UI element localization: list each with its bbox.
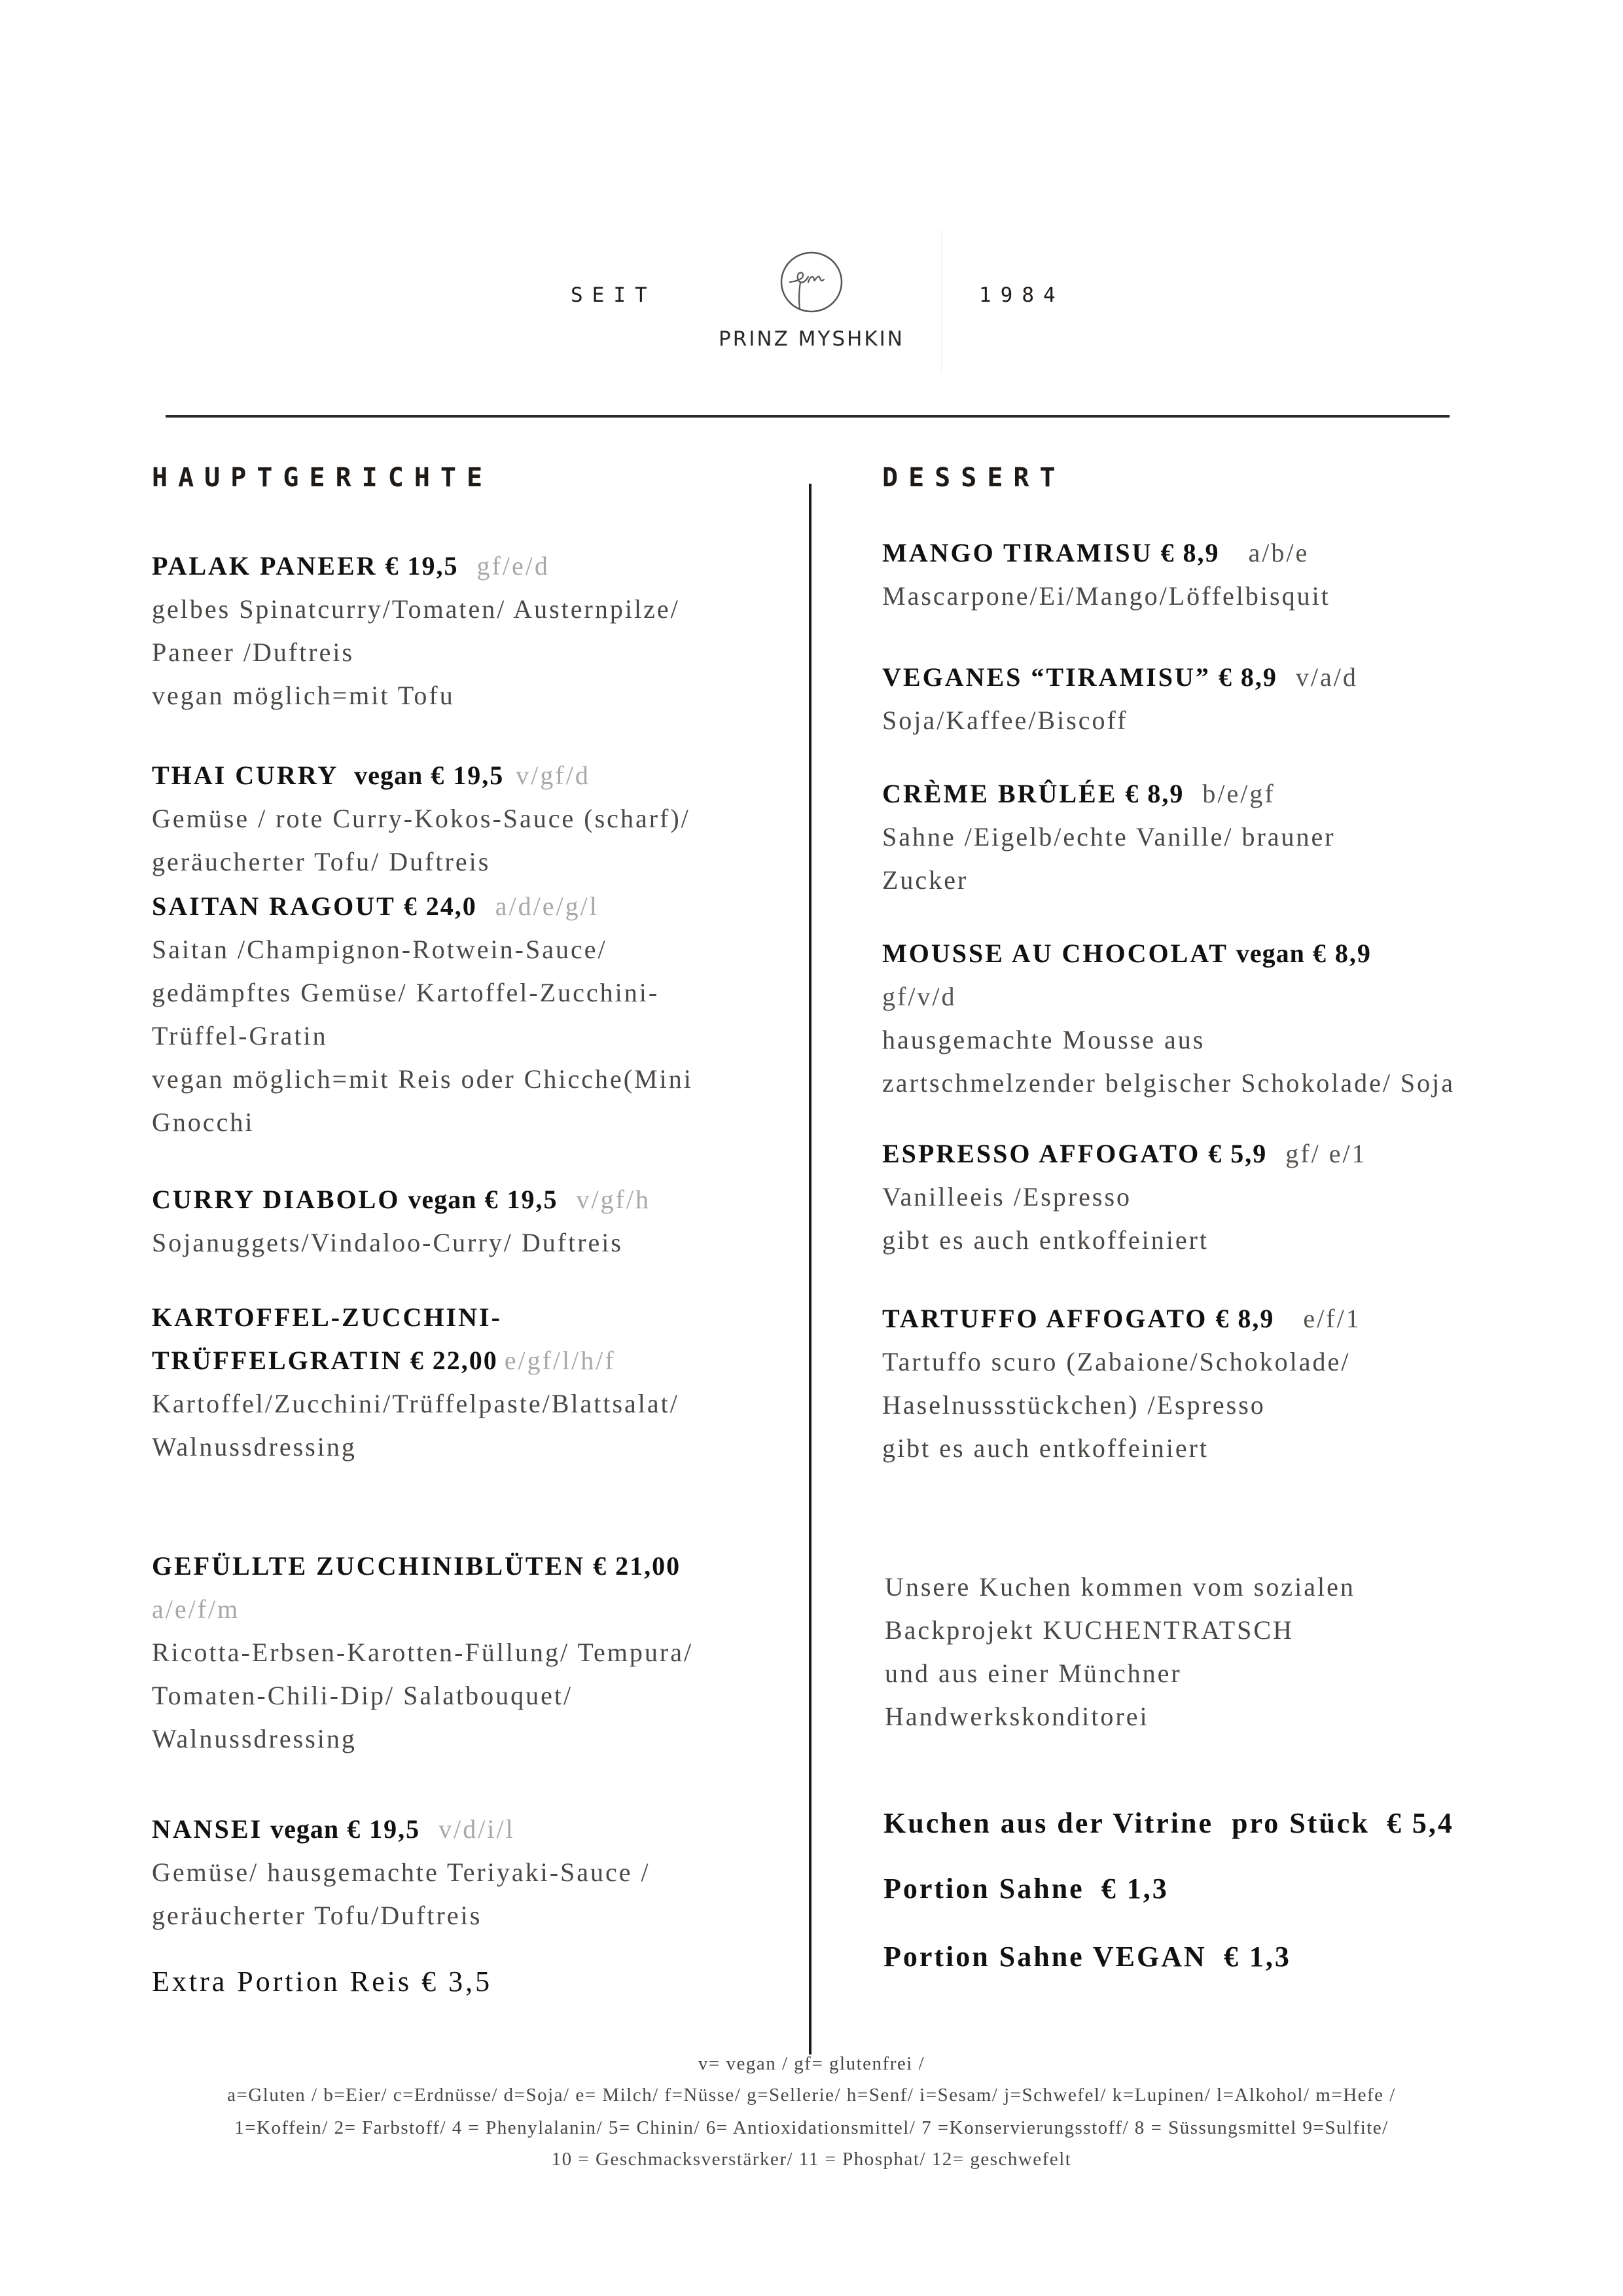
cake-item-label: Portion Sahne <box>883 1873 1084 1905</box>
dish-name: SAITAN RAGOUT <box>152 891 396 921</box>
dish-item <box>152 1545 780 1761</box>
cake-item <box>883 1940 1291 1973</box>
dessert-name: MOUSSE AU CHOCOLAT <box>882 939 1228 968</box>
dessert-price: € 5,9 <box>1208 1139 1268 1168</box>
dish-description: Tomaten-Chili-Dip/ Salatbouquet/ <box>152 1681 573 1710</box>
dessert-column <box>882 458 1576 1973</box>
dessert-vegan-tag: vegan <box>1236 939 1305 968</box>
dessert-description: gibt es auch entkoffeiniert <box>882 1433 1209 1463</box>
dish-allergens: a/e/f/m <box>152 1594 240 1624</box>
dish-description: gelbes Spinatcurry/Tomaten/ Austernpilze/ <box>152 594 680 624</box>
dish-allergens: e/gf/l/h/f <box>504 1346 616 1375</box>
dessert-price: € 8,9 <box>1125 779 1185 808</box>
dish-description: geräucherter Tofu/ Duftreis <box>152 847 491 876</box>
dessert-item <box>882 1132 1576 1262</box>
dessert-description: gibt es auch entkoffeiniert <box>882 1225 1209 1255</box>
dessert-name: MANGO TIRAMISU <box>882 538 1153 567</box>
dessert-price: € 8,9 <box>1215 1304 1275 1333</box>
extra-label: Extra Portion Reis <box>152 1965 412 1998</box>
dish-description: Walnussdressing <box>152 1724 357 1753</box>
dish-description: vegan möglich=mit Tofu <box>152 681 455 710</box>
dish-description: Trüffel-Gratin <box>152 1021 328 1050</box>
dessert-description: zartschmelzender belgischer Schokolade/ Soja <box>882 1068 1455 1098</box>
dessert-name: CRÈME BRÛLÉE <box>882 779 1118 808</box>
cake-note-line: Handwerkskonditorei <box>885 1702 1149 1731</box>
dish-vegan-tag: vegan <box>408 1185 477 1214</box>
dish-price: € 19,5 <box>484 1185 558 1214</box>
dish-allergens: v/gf/d <box>516 761 590 790</box>
dessert-item <box>882 772 1576 902</box>
header-divider <box>166 415 1450 418</box>
brand-name: PRINZ MYSHKIN <box>719 327 904 351</box>
dessert-description: Soja/Kaffee/Biscoff <box>882 706 1128 735</box>
dish-name: THAI CURRY <box>152 761 339 790</box>
cake-item-label: Kuchen aus der Vitrine pro Stück <box>883 1807 1370 1839</box>
dish-description: Gnocchi <box>152 1107 255 1137</box>
dish-description: Gemüse/ hausgemachte Teriyaki-Sauce / <box>152 1857 651 1887</box>
legend-line-additives: 1=Koffein/ 2= Farbstoff/ 4 = Phenylalanin/ 5= Chinin/ 6= Antioxidationsmittel/ 7 =Konservierungsstoff/ 8 = Süssungsmittel 9=Sulfite/ <box>234 2117 1389 2138</box>
dish-description: Saitan /Champignon-Rotwein-Sauce/ <box>152 935 607 964</box>
legend-line-allergens: a=Gluten / b=Eier/ c=Erdnüsse/ d=Soja/ e= Milch/ f=Nüsse/ g=Sellerie/ h=Senf/ i=Sesam/ j=Schwefel/ k=Lupinen/ l=Alkohol/ m=Hefe / <box>227 2085 1396 2106</box>
dessert-allergens: gf/ e/1 <box>1285 1139 1367 1168</box>
dish-item <box>152 545 780 717</box>
dish-vegan-tag: vegan <box>354 761 423 790</box>
legend-line-additives-2: 10 = Geschmacksverstärker/ 11 = Phosphat/ 12= geschwefelt <box>551 2149 1072 2170</box>
dessert-description: Zucker <box>882 865 969 895</box>
dish-vegan-tag: vegan <box>270 1814 340 1844</box>
cake-note-line: und aus einer Münchner <box>885 1659 1182 1688</box>
dessert-allergens: b/e/gf <box>1202 779 1275 808</box>
dessert-allergens: v/a/d <box>1295 662 1358 692</box>
dessert-name: VEGANES “TIRAMISU” <box>882 662 1211 692</box>
dish-description: vegan möglich=mit Reis oder Chicche(Mini <box>152 1064 693 1094</box>
dessert-item <box>882 656 1576 742</box>
dessert-item <box>882 932 1576 1105</box>
dessert-price: € 8,9 <box>1312 939 1372 968</box>
dessert-name: TARTUFFO AFFOGATO <box>882 1304 1208 1333</box>
legend-line-diet: v= vegan / gf= glutenfrei / <box>698 2053 925 2074</box>
dish-name: TRÜFFELGRATIN <box>152 1346 402 1375</box>
cake-item <box>883 1872 1169 1905</box>
dessert-item <box>882 1297 1576 1470</box>
dish-description: Kartoffel/Zucchini/Trüffelpaste/Blattsalat/ <box>152 1389 679 1418</box>
extra-rice <box>152 1965 492 1998</box>
dish-description: Walnussdressing <box>152 1432 357 1462</box>
cake-item-label: Portion Sahne VEGAN <box>883 1941 1207 1973</box>
dish-price: € 19,5 <box>347 1814 421 1844</box>
dish-price: € 19,5 <box>385 551 459 581</box>
dish-allergens: v/gf/h <box>576 1185 651 1214</box>
dish-item <box>152 885 780 1144</box>
dessert-price: € 8,9 <box>1160 538 1220 567</box>
dessert-price: € 8,9 <box>1218 662 1277 692</box>
dessert-description: Haselnussstückchen) /Espresso <box>882 1390 1266 1420</box>
cake-note-line: Backprojekt KUCHENTRATSCH <box>885 1615 1294 1645</box>
dessert-description: Sahne /Eigelb/echte Vanille/ brauner <box>882 822 1336 852</box>
dish-item <box>152 1808 780 1937</box>
dessert-name: ESPRESSO AFFOGATO <box>882 1139 1201 1168</box>
dessert-allergens: a/b/e <box>1248 538 1310 567</box>
dish-name: PALAK PANEER <box>152 551 378 581</box>
dessert-item <box>882 531 1576 618</box>
dish-allergens: v/d/i/l <box>438 1814 515 1844</box>
cake-item <box>883 1806 1454 1840</box>
dessert-description: Vanilleeis /Espresso <box>882 1182 1132 1211</box>
cake-note-line: Unsere Kuchen kommen vom sozialen <box>885 1572 1355 1602</box>
dessert-description: hausgemachte Mousse aus <box>882 1025 1205 1054</box>
dish-description: gedämpftes Gemüse/ Kartoffel-Zucchini- <box>152 978 660 1007</box>
section-title-main: HAUPTGERICHTE <box>152 463 493 493</box>
dish-description: Sojanuggets/Vindaloo-Curry/ Duftreis <box>152 1228 623 1257</box>
dish-description: Ricotta-Erbsen-Karotten-Füllung/ Tempura/ <box>152 1638 694 1667</box>
extra-price: € 3,5 <box>421 1965 493 1998</box>
dessert-description: Mascarpone/Ei/Mango/Löffelbisquit <box>882 581 1330 611</box>
dish-price: € 22,00 <box>410 1346 498 1375</box>
header-year: 1984 <box>979 283 1065 307</box>
dessert-allergens: gf/v/d <box>882 982 957 1011</box>
column-divider <box>809 484 812 2054</box>
section-title-dessert: DESSERT <box>882 463 1066 493</box>
dish-price: € 24,0 <box>403 891 477 921</box>
cake-item-price: € 1,3 <box>1101 1873 1169 1905</box>
header-seit: SEIT <box>571 283 656 307</box>
logo-separator <box>941 229 942 373</box>
cake-item-price: € 5,4 <box>1386 1807 1454 1839</box>
dish-allergens: gf/e/d <box>476 551 550 581</box>
dish-name: CURRY DIABOLO <box>152 1185 401 1214</box>
dish-description: Gemüse / rote Curry-Kokos-Sauce (scharf)/ <box>152 804 690 833</box>
main-dishes-column <box>152 458 780 1998</box>
dish-description: geräucherter Tofu/Duftreis <box>152 1901 482 1930</box>
dish-item <box>152 1296 780 1469</box>
dish-price: € 21,00 <box>593 1551 681 1581</box>
dessert-description: Tartuffo scuro (Zabaione/Schokolade/ <box>882 1347 1351 1376</box>
dish-name: GEFÜLLTE ZUCCHINIBLÜTEN <box>152 1551 586 1581</box>
pm-monogram-circle-icon <box>776 249 847 315</box>
dish-name: NANSEI <box>152 1814 263 1844</box>
cake-item-price: € 1,3 <box>1223 1941 1291 1973</box>
dish-description: Paneer /Duftreis <box>152 637 355 667</box>
dish-allergens: a/d/e/g/l <box>495 891 599 921</box>
dish-price: € 19,5 <box>431 761 505 790</box>
dish-item <box>152 754 780 884</box>
dessert-allergens: e/f/1 <box>1303 1304 1361 1333</box>
dish-name-line1: KARTOFFEL-ZUCCHINI- <box>152 1302 502 1332</box>
dish-item <box>152 1178 780 1265</box>
